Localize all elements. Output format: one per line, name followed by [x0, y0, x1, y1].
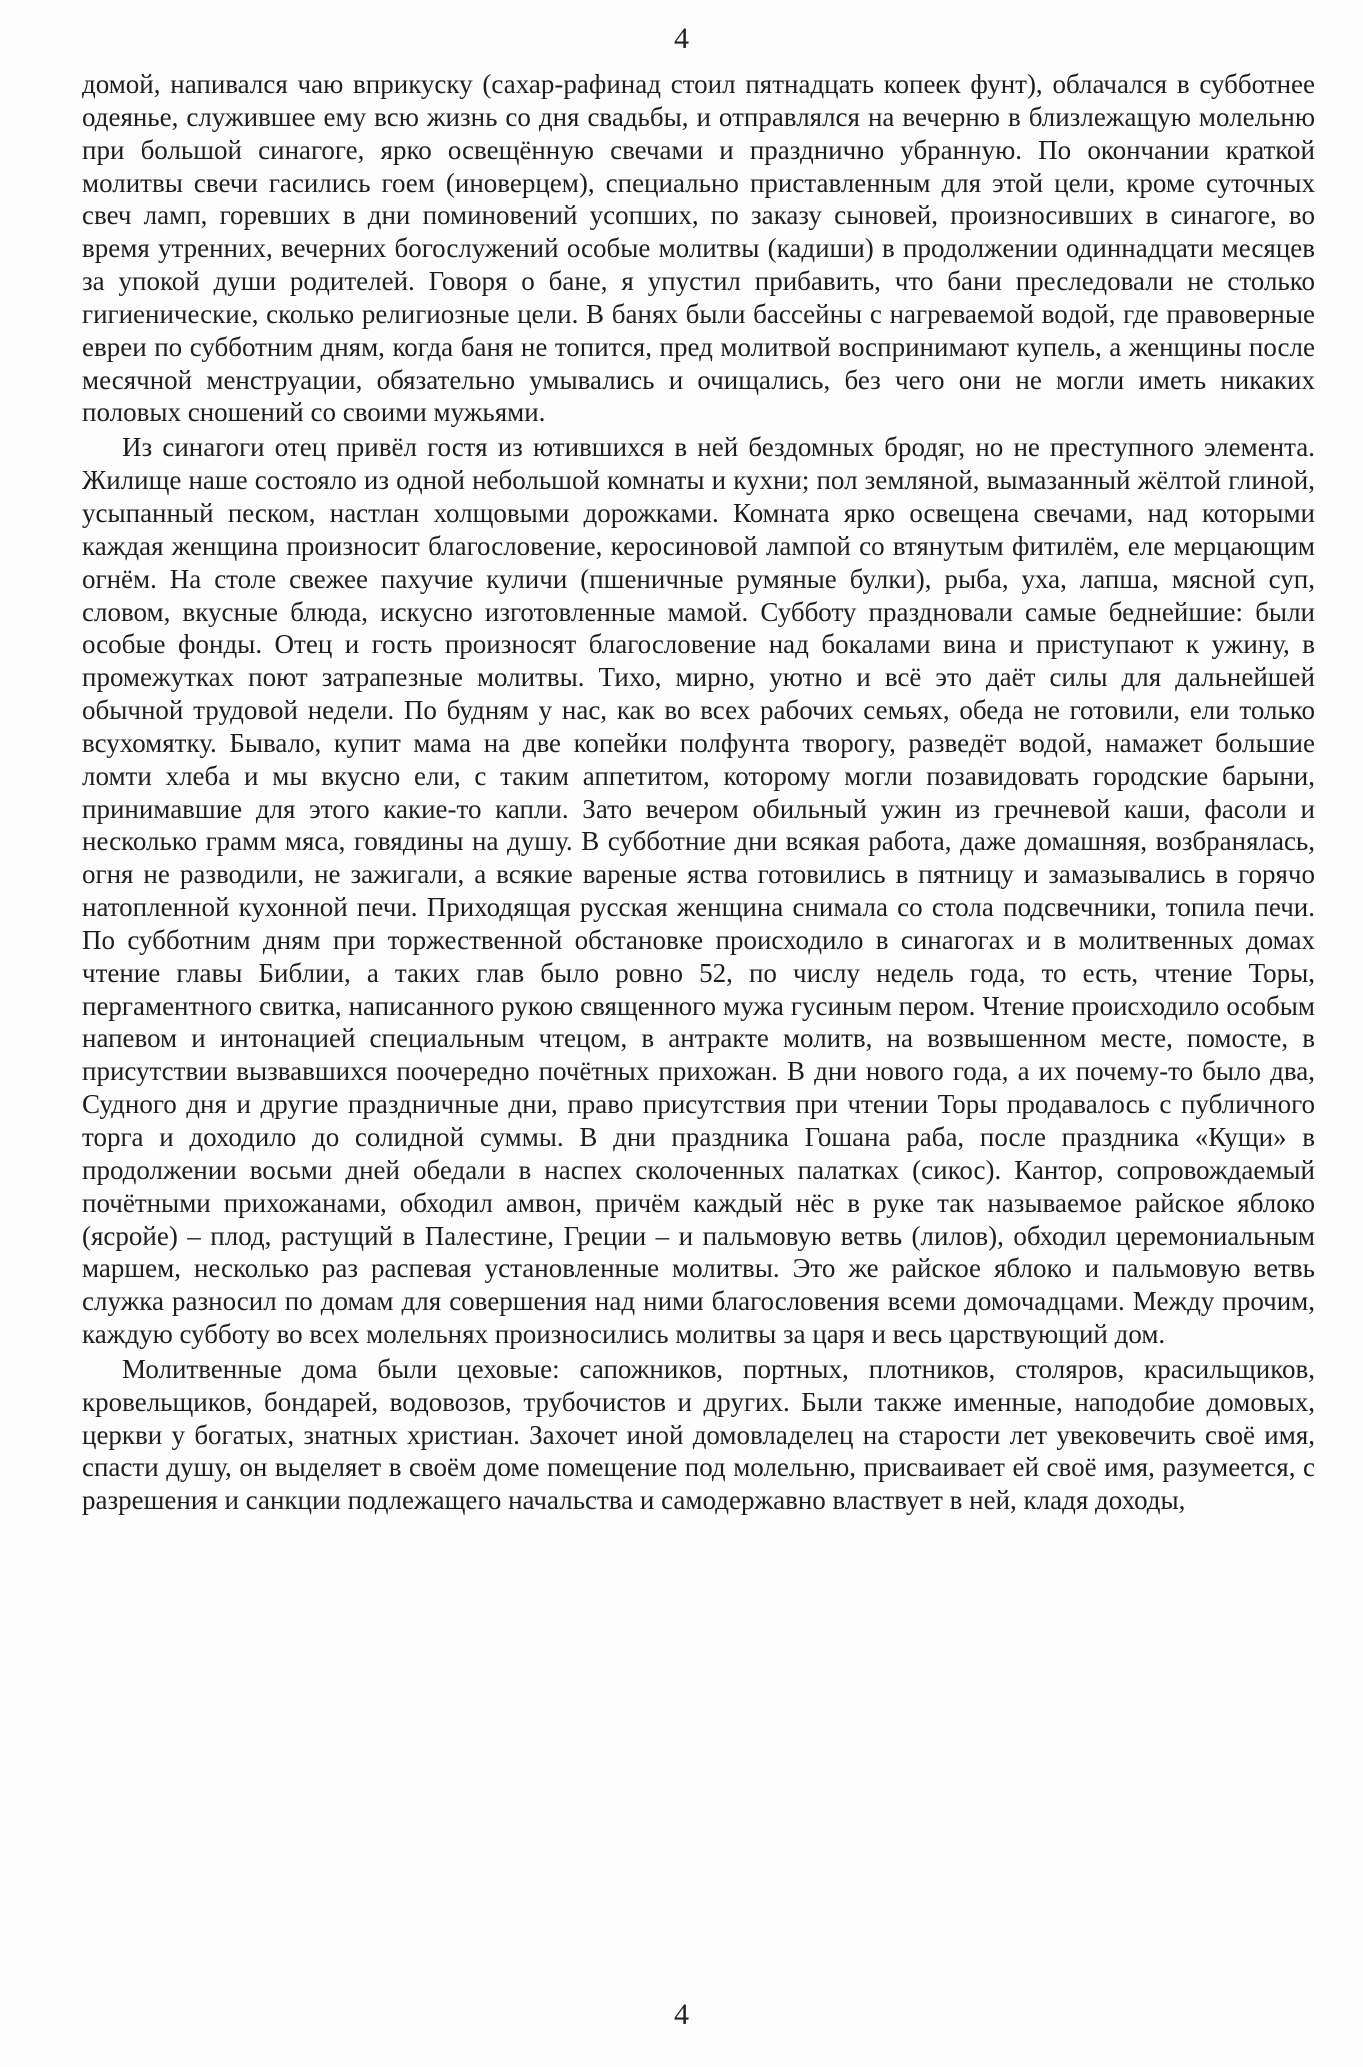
paragraph-3: Молитвенные дома были цеховые: сапожников, портных, плотников, столяров, красильщиков, кровельщиков, бондарей, водовозов, трубочистов и других. Были также именные, наподобие домовых, церкви у богатых, знатных христиан. Захочет иной домовладелец на старости лет увековечить своё имя, спасти душу, он выделяет в своём доме помещение под молельню, присваивает ей своё имя, разумеется, с разрешения и санкции подлежащего начальства и самодержавно властвует в ней, кладя доходы, — [82, 1353, 1315, 1516]
paragraph-1: домой, напивался чаю вприкуску (сахар-рафинад стоил пятнадцать копеек фунт), облачался в субботнее одеянье, служившее ему всю жизнь со дня свадьбы, и отправлялся на вечерню в близлежащую молельню при большой синагоге, ярко освещённую свечами и празднично убранную. По окончании краткой молитвы свечи гасились гоем (иноверцем), специально приставленным для этой цели, кроме суточных свеч ламп, горевших в дни поминовений усопших, по заказу сыновей, произносивших в синагоге, во время утренних, вечерних богослужений особые молитвы (кадиши) в продолжении одиннадцати месяцев за упокой души родителей. Говоря о бане, я упустил прибавить, что бани преследовали не столько гигиенические, сколько религиозные цели. В банях были бассейны с нагреваемой водой, где правоверные евреи по субботним дням, когда баня не топится, пред молитвой воспринимают купель, а женщины после месячной менструации, обязательно умывались и очищались, без чего они не могли иметь никаких половых сношений со своими мужьями. — [82, 69, 1315, 428]
paragraph-2: Из синагоги отец привёл гостя из ютившихся в ней бездомных бродяг, но не преступного элемента. Жилище наше состояло из одной небольшой комнаты и кухни; пол земляной, вымазанный жёлтой глиной, усыпанный песком, настлан холщовыми дорожками. Комната ярко освещена свечами, над которыми каждая женщина произносит благословение, керосиновой лампой со втянутым фитилём, еле мерцающим огнём. На столе свежее пахучие куличи (пшеничные румяные булки), рыба, уха, лапша, мясной суп, словом, вкусные блюда, искусно изготовленные мамой. Субботу праздновали самые беднейшие: были особые фонды. Отец и гость произносят благословение над бокалами вина и приступают к ужину, в промежутках поют затрапезные молитвы. Тихо, мирно, уютно и всё это даёт силы для дальнейшей обычной трудовой недели. По будням у нас, как во всех рабочих семьях, обеда не готовили, ели только всухомятку. Бывало, купит мама на две копейки полфунта творогу, разведёт водой, намажет большие ломти хлеба и мы вкусно ели, с таким аппетитом, которому могли позавидовать городские барыни, принимавшие для этого какие-то капли. Зато вечером обильный ужин из гречневой каши, фасоли и несколько грамм мяса, говядины на душу. В субботние дни всякая работа, даже домашняя, возбранялась, огня не разводили, не зажигали, а всякие вареные яства готовились в пятницу и замазывались в горячо натопленной кухонной печи. Приходящая русская женщина снимала со стола подсвечники, топила печи. По субботним дням при торжественной обстановке происходило в синагогах и в молитвенных домах чтение главы Библии, а таких глав было ровно 52, по числу недель года, то есть, чтение Торы, пергаментного свитка, написанного рукою священного мужа гусиным пером. Чтение происходило особым напевом и интонацией специальным чтецом, в антракте молитв, на возвышенном месте, помосте, в присутствии вызвавшихся поочередно почётных прихожан. В дни нового года, а их почему-то было два, Судного дня и другие праздничные дни, право присутствия при чтении Торы продавалось с публичного торга и доходило до солидной суммы. В дни праздника Гошана раба, после праздника «Кущи» в продолжении восьми дней обедали в наспех сколоченных палатках (сикос). Кантор, сопровождаемый почётными прихожанами, обходил амвон, причём каждый нёс в руке так называемое райское яблоко (ясройе) – плод, растущий в Палестине, Греции – и пальмовую ветвь (лилов), обходил церемониальным маршем, несколько раз распевая установленные молитвы. Это же райское яблоко и пальмовую ветвь служка разносил по домам для совершения над ними благословения всеми домочадцами. Между прочим, каждую субботу во всех молельнях произносились молитвы за царя и весь царствующий дом. — [82, 432, 1315, 1350]
page-number-top: 4 — [674, 22, 689, 55]
page-number-bottom: 4 — [674, 1998, 689, 2031]
body-text — [82, 68, 1315, 1517]
